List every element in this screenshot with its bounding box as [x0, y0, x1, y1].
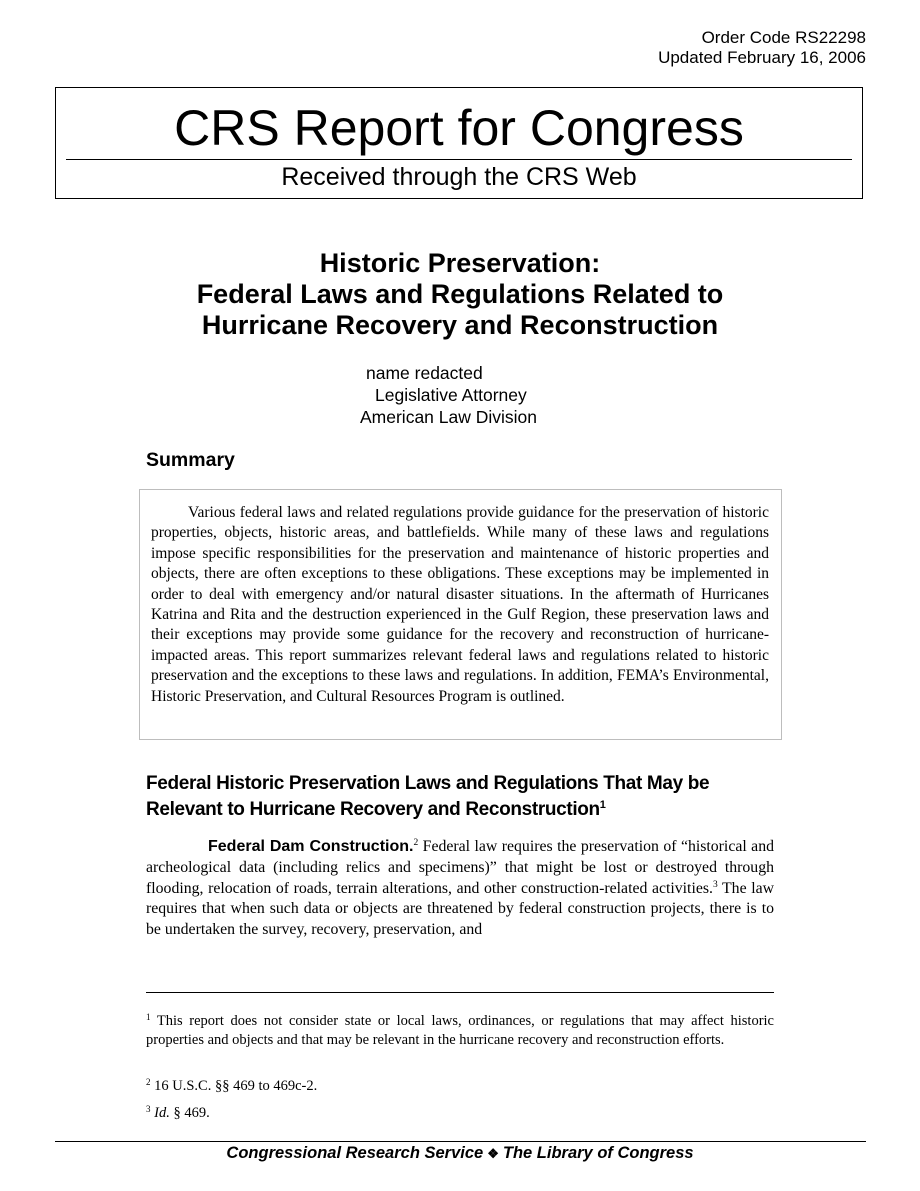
run-in-heading: Federal Dam Construction.	[208, 838, 414, 855]
footnote-text: This report does not consider state or local laws, ordinances, or regulations that may affect historic properties and objects and that may be relevant in the hurricane recovery and reconstruction efforts.	[146, 1013, 774, 1048]
author-division: American Law Division	[360, 407, 538, 427]
summary-text: Various federal laws and related regulations provide guidance for the preservation of historic properties, objects, historic areas, and battlefields. While many of these laws and regulations impose specific responsibilities for the preservation and maintenance of historic properties and objects, there are often exceptions to these obligations. These exceptions may be implemented in order to deal with emergency and/or natural disaster situations. In the aftermath of Hurricanes Katrina and Rita and the destruction experienced in the Gulf Region, these preservation laws and their exceptions may provide some guidance for the recovery and reconstruction of hurricane-impacted areas. This report summarizes relevant federal laws and regulations related to historic preservation and the exceptions to these laws and regulations. In addition, FEMA’s Environmental, Historic Preservation, and Cultural Resources Program is outlined.	[151, 504, 769, 705]
footnote-mark: 2	[146, 1077, 151, 1087]
author-block	[360, 362, 537, 428]
footer-separator-icon: ❖	[487, 1146, 499, 1161]
banner-title: CRS Report for Congress	[174, 100, 744, 156]
section-heading	[146, 771, 786, 823]
author-title: Legislative Attorney	[375, 385, 527, 405]
summary-heading: Summary	[146, 449, 235, 471]
body-text: The law requires that when such data or objects are threatened by federal construction projects, there is to be undertaken the survey, recovery, preservation, and	[146, 879, 774, 939]
footnote	[146, 1104, 774, 1123]
footer-crs: Congressional Research Service	[226, 1144, 484, 1162]
footnote	[146, 1077, 774, 1096]
page-footer-rule	[55, 1141, 866, 1142]
footnote-ref: 3	[712, 879, 718, 890]
report-title-line: Hurricane Recovery and Reconstruction	[201, 310, 719, 340]
order-code: Order Code RS22298	[701, 28, 866, 47]
updated-date: Updated February 16, 2006	[658, 48, 866, 67]
footnote-italic: Id.	[154, 1105, 170, 1121]
footnote-mark: 1	[146, 1012, 151, 1022]
footnote-text: 16 U.S.C. §§ 469 to 469c-2.	[150, 1078, 318, 1094]
order-code-block	[658, 28, 866, 68]
banner-subtitle: Received through the CRS Web	[281, 163, 637, 191]
banner-rule	[66, 159, 852, 160]
body-paragraph	[146, 837, 774, 941]
footer-loc: The Library of Congress	[502, 1144, 694, 1162]
footnote	[146, 1012, 774, 1049]
author-name: name redacted	[366, 363, 483, 383]
footnote-ref: 2	[413, 838, 419, 848]
report-title-line: Federal Laws and Regulations Related to	[196, 279, 724, 309]
footnote-mark: 3	[146, 1104, 151, 1114]
report-title	[100, 248, 820, 341]
section-heading-line: Federal Historic Preservation Laws and Regulations That May be	[146, 773, 710, 794]
section-heading-line: Relevant to Hurricane Recovery and Reconstruction	[146, 799, 600, 820]
body-text: Federal law requires the preservation of “historical and archeological data (including relics and specimens)” that might be lost or destroyed through flooding, relocation of roads, terrain alterations, and other construction-related activities.	[146, 838, 774, 897]
crs-banner	[55, 87, 863, 199]
page-footer	[0, 1143, 920, 1164]
report-title-line: Historic Preservation:	[319, 248, 601, 278]
footnote-text: § 469.	[169, 1105, 210, 1121]
footnote-rule	[146, 992, 774, 993]
footnote-ref: 1	[599, 799, 606, 811]
